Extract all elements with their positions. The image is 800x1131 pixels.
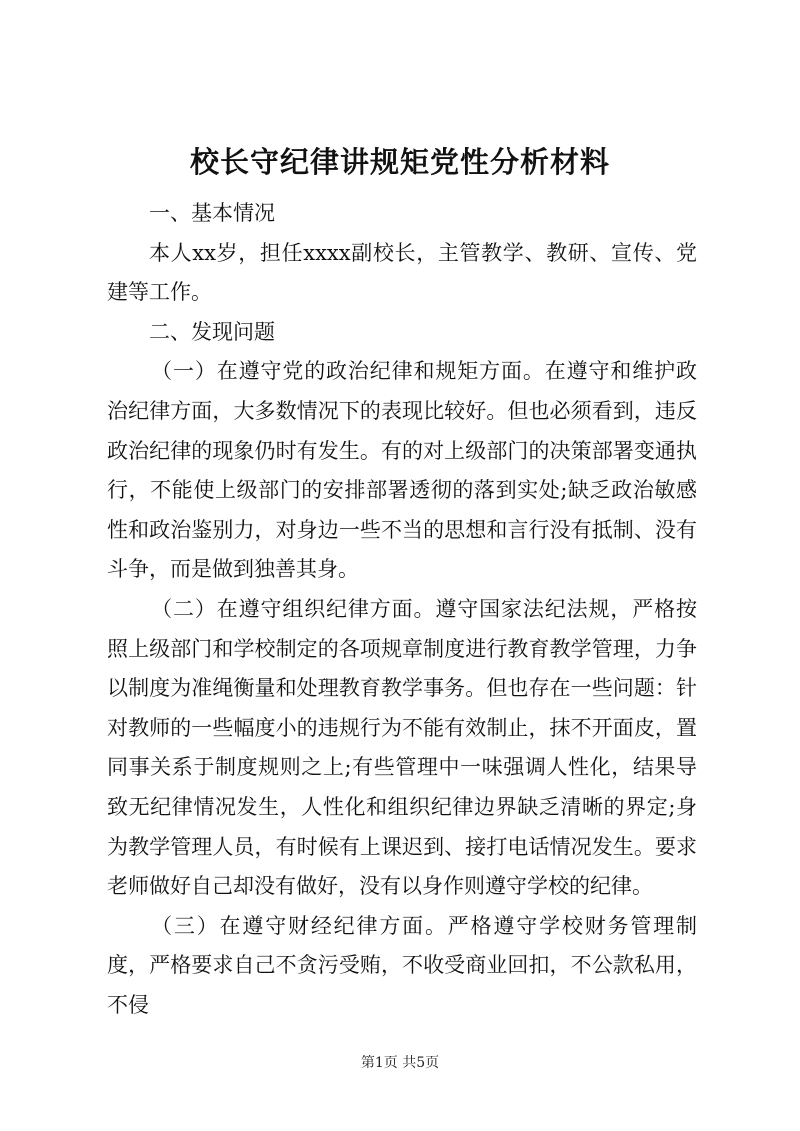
page-number: 第1页 共5页 bbox=[360, 1055, 440, 1071]
paragraph-financial-discipline: （三）在遵守财经纪律方面。严格遵守学校财务管理制度，严格要求自己不贪污受贿，不收受商业回扣，不公款私用，不侵 bbox=[107, 913, 697, 1017]
section-heading-problems: 二、发现问题 bbox=[149, 319, 275, 344]
section-heading-basic: 一、基本情况 bbox=[149, 201, 275, 225]
paragraph-political-discipline: （一）在遵守党的政治纪律和规矩方面。在遵守和维护政治纪律方面，大多数情况下的表现比较好。但也必须看到，违反政治纪律的现象仍时有发生。有的对上级部门的决策部署变通执行，不能使上级部门的安排部署透彻的落到实处;缺乏政治敏感性和政治鉴别力，对身边一些不当的思想和言行没有抵制、没有斗争，而是做到独善其身。 bbox=[107, 359, 697, 582]
document-body bbox=[107, 194, 697, 1025]
paragraph-organizational-discipline: （二）在遵守组织纪律方面。遵守国家法纪法规，严格按照上级部门和学校制定的各项规章制度进行教育教学管理，力争以制度为准绳衡量和处理教育教学事务。但也存在一些问题：针对教师的一些幅度小的违规行为不能有效制止，抹不开面皮，置同事关系于制度规则之上;有些管理中一味强调人性化，结果导致无纪律情况发生，人性化和组织纪律边界缺乏清晰的界定;身为教学管理人员，有时候有上课迟到、接打电话情况发生。要求老师做好自己却没有做好，没有以身作则遵守学校的纪律。 bbox=[107, 596, 697, 899]
document-title: 校长守纪律讲规矩党性分析材料 bbox=[189, 145, 610, 179]
paragraph-basic-info: 本人xx岁，担任xxxx副校长，主管教学、教研、宣传、党建等工作。 bbox=[107, 240, 697, 305]
